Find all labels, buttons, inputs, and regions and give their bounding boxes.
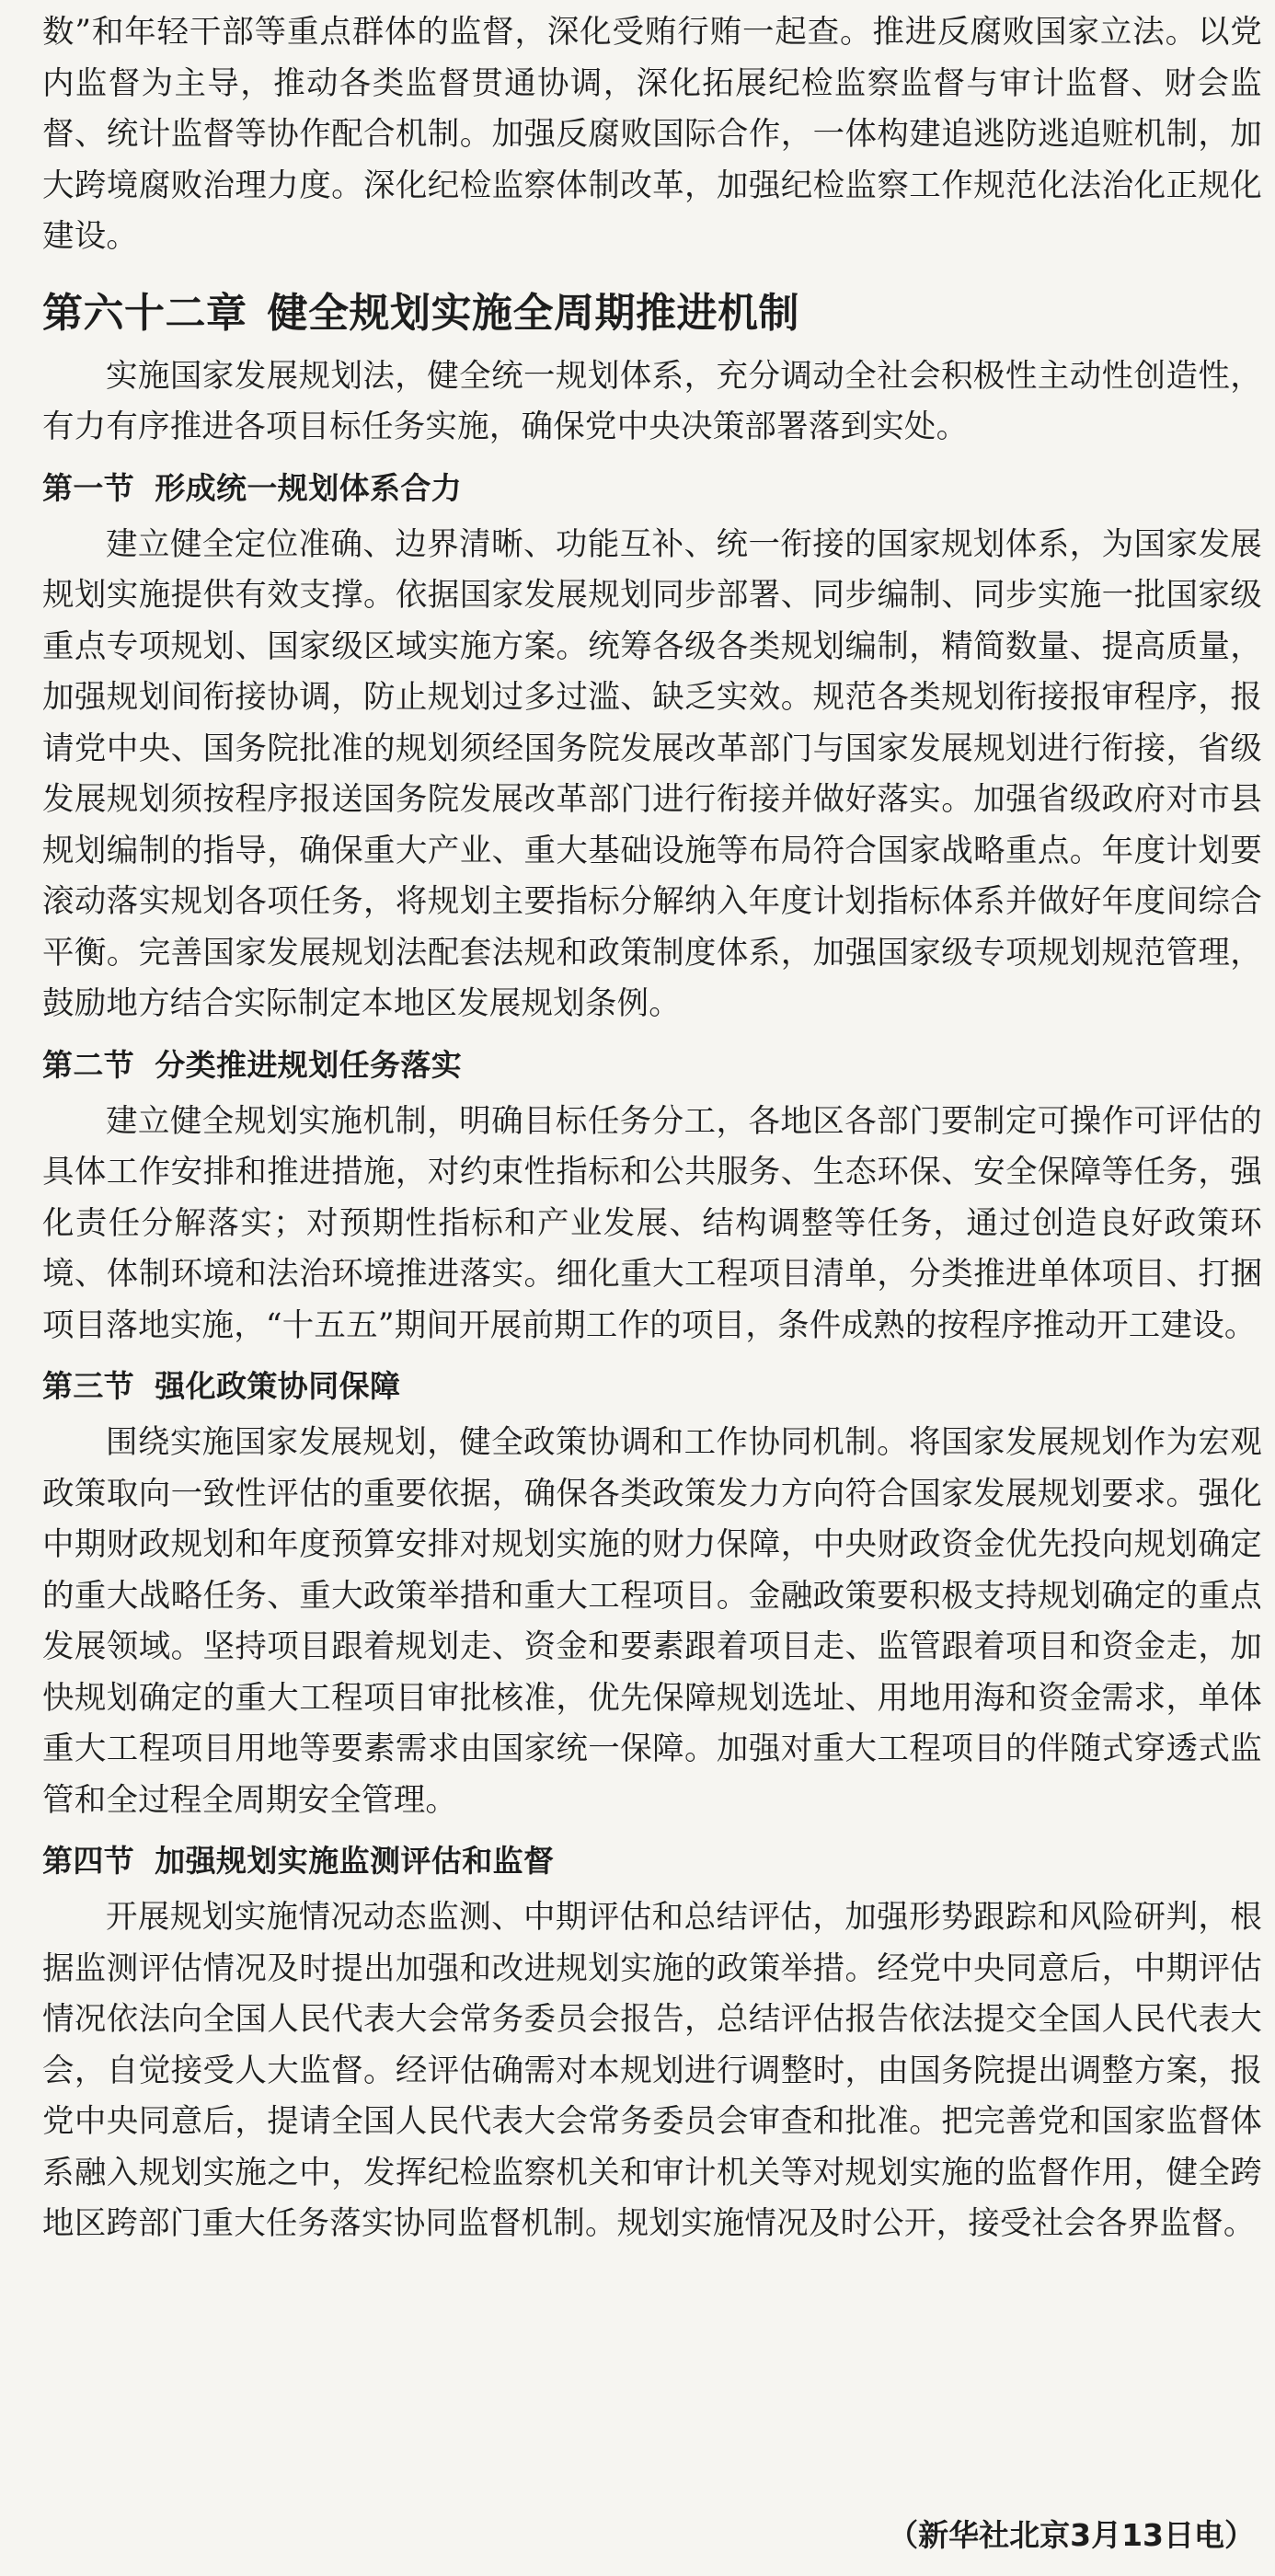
section-heading — [42, 1839, 1262, 1883]
section-heading — [42, 1364, 1262, 1409]
section-body-paragraph: 建立健全定位准确、边界清晰、功能互补、统一衔接的国家规划体系，为国家发展规划实施提供有效支撑。依据国家发展规划同步部署、同步编制、同步实施一批国家级重点专项规划、国家级区域实施方案。统筹各级各类规划编制，精简数量、提高质量，加强规划间衔接协调，防止规划过多过滥、缺乏实效。规范各类规划衔接报审程序，报请党中央、国务院批准的规划须经国务院发展改革部门与国家发展规划进行衔接，省级发展规划须按程序报送国务院发展改革部门进行衔接并做好落实。加强省级政府对市县规划编制的指导，确保重大产业、重大基础设施等布局符合国家战略重点。年度计划要滚动落实规划各项任务，将规划主要指标分解纳入年度计划指标体系并做好年度间综合平衡。完善国家发展规划法配套法规和政策制度体系，加强国家级专项规划规范管理，鼓励地方结合实际制定本地区发展规划条例。 — [42, 525, 1262, 1022]
section-number: 第三节 — [42, 1368, 135, 1404]
section-title: 分类推进规划任务落实 — [155, 1046, 463, 1083]
chapter-lead-paragraph: 实施国家发展规划法，健全统一规划体系，充分调动全社会积极性主动性创造性，有力有序推进各项目标任务实施，确保党中央决策部署落到实处。 — [42, 357, 1262, 445]
section-heading — [42, 1043, 1262, 1087]
chapter-number: 第六十二章 — [42, 289, 247, 337]
section-heading — [42, 466, 1262, 511]
section-number: 第一节 — [42, 469, 135, 506]
previous-chapter-continuation: 数”和年轻干部等重点群体的监督，深化受贿行贿一起查。推进反腐败国家立法。以党内监督为主导，推动各类监督贯通协调，深化拓展纪检监察监督与审计监督、财会监督、统计监督等协作配合机制。加强反腐败国际合作，一体构建追逃防逃追赃机制，加大跨境腐败治理力度。深化纪检监察体制改革，加强纪检监察工作规范化法治化正规化建设。 — [42, 14, 1262, 255]
section-number: 第四节 — [42, 1843, 135, 1879]
section-title: 强化政策协同保障 — [155, 1368, 401, 1404]
chapter-title: 健全规划实施全周期推进机制 — [267, 289, 799, 337]
section-body-paragraph: 围绕实施国家发展规划，健全政策协调和工作协同机制。将国家发展规划作为宏观政策取向一致性评估的重要依据，确保各类政策发力方向符合国家发展规划要求。强化中期财政规划和年度预算安排对规划实施的财力保障，中央财政资金优先投向规划确定的重大战略任务、重大政策举措和重大工程项目。金融政策要积极支持规划确定的重点发展领域。坚持项目跟着规划走、资金和要素跟着项目走、监管跟着项目和资金走，加快规划确定的重大工程项目审批核准，优先保障规划选址、用地用海和资金需求，单体重大工程项目用地等要素需求由国家统一保障。加强对重大工程项目的伴随式穿透式监管和全过程全周期安全管理。 — [42, 1424, 1262, 1819]
chapter-heading — [42, 285, 1262, 342]
section-body-paragraph: 建立健全规划实施机制，明确目标任务分工，各地区各部门要制定可操作可评估的具体工作安排和推进措施，对约束性指标和公共服务、生态环保、安全保障等任务，强化责任分解落实；对预期性指标和产业发展、结构调整等任务，通过创造良好政策环境、体制环境和法治环境推进落实。细化重大工程项目清单，分类推进单体项目、打捆项目落地实施，“十五五”期间开展前期工作的项目，条件成熟的按程序推动开工建设。 — [42, 1102, 1262, 1344]
section-title: 加强规划实施监测评估和监督 — [155, 1843, 555, 1879]
section-body-paragraph: 开展规划实施情况动态监测、中期评估和总结评估，加强形势跟踪和风险研判，根据监测评估情况及时提出加强和改进规划实施的政策举措。经党中央同意后，中期评估情况依法向全国人民代表大会常务委员会报告，总结评估报告依法提交全国人民代表大会，自觉接受人大监督。经评估确需对本规划进行调整时，由国务院提出调整方案，报党中央同意后，提请全国人民代表大会常务委员会审查和批准。把完善党和国家监督体系融入规划实施之中，发挥纪检监察机关和审计机关等对规划实施的监督作用，健全跨地区跨部门重大任务落实协同监督机制。规划实施情况及时公开，接受社会各界监督。 — [42, 1899, 1262, 2242]
section-title: 形成统一规划体系合力 — [155, 469, 463, 506]
section-number: 第二节 — [42, 1046, 135, 1083]
dateline: （新华社北京3月13日电） — [888, 2517, 1255, 2553]
